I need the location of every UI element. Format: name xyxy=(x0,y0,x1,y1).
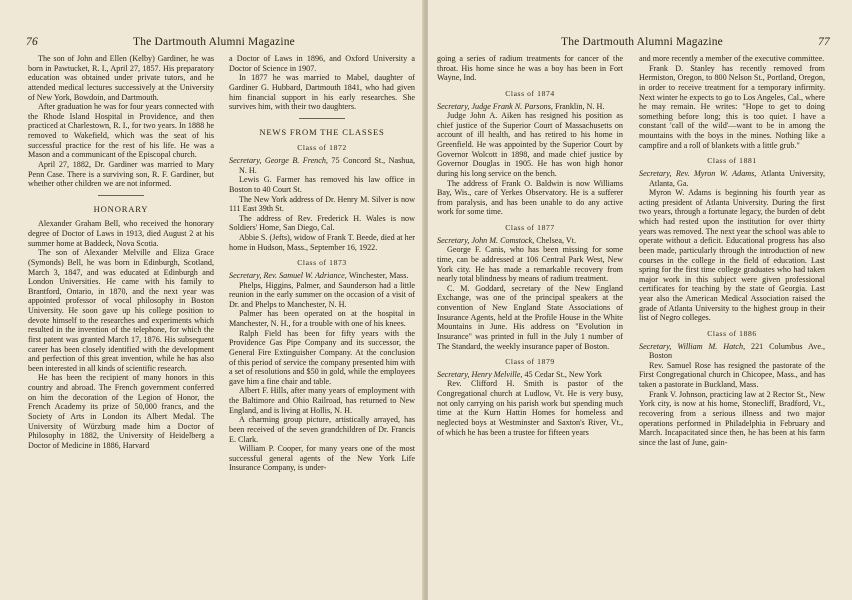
class-secretary: Secretary, Rev. Samuel W. Adriance, Winchester, Mass. xyxy=(229,270,409,280)
paragraph: After graduation he was for four years connected with the Rhode Island Hospital in Providence, and then practiced at Charlestown, R. I., for two years. In 1888 he removed to Wakefield, which was the seat of his successful practice for the rest of his life. He was a Mason and a communicant of the Episcopal church. xyxy=(28,102,214,160)
section-heading-honorary: HONORARY xyxy=(93,203,149,214)
class-secretary: Secretary, Judge Frank N. Parsons, Franklin, N. H. xyxy=(437,101,605,111)
paragraph: Lewis G. Farmer has removed his law office in Boston to 40 Court St. xyxy=(229,175,415,194)
paragraph: and more recently a member of the executive committee. xyxy=(639,54,825,63)
paragraph: The son of Alexander Melville and Eliza Grace (Symonds) Bell, he was born in Edinburgh, Scotland, March 3, 1847, and was educated at Edinburgh and London Universities. He came with his family to Brantford, Ontario, in 1870, and the next year was appointed professor of vocal philosophy in Boston University. He soon gave up his college position to devote himself to the researches and experiments which resulted in the invention of the telephone, for which the first patent was granted March 17, 1876. His subsequent career has been closely identified with the development and perfection of this great invention, while he has also been interested in all kinds of scientific research. xyxy=(28,248,214,373)
paragraph: The address of Rev. Frederick H. Wales is now Soldiers' Home, San Diego, Cal. xyxy=(229,213,415,233)
paragraph: Frank D. Stanley has recently removed from Hermiston, Oregon, to 800 Nelson St., Portland, Oregon, in order to receive treatment for a temporary infirmity. Next winter he expects to go to Los Angeles, Cal., where he may remain. He writes: "Hope to get to doing something before long; this is too quiet. I have a constant 'call of the wild'—want to be in among the mountains with the boys in the mines. Nothing like a campfire and a roll of blankets with a little grub." xyxy=(639,63,825,150)
paragraph: The address of Frank O. Baldwin is now Williams Bay, Wis., care of Yerkes Observatory. He is a sufferer from paralysis, and has been unable to do any active work for some time. xyxy=(437,178,623,217)
paragraph: A charming group picture, artistically arrayed, has been received of the seven grandchildren of Dr. Francis E. Clark. xyxy=(229,415,415,444)
class-heading: Class of 1872 xyxy=(297,143,347,153)
paragraph: a Doctor of Laws in 1896, and Oxford University a Doctor of Science in 1907. xyxy=(229,54,415,73)
page-number: 76 xyxy=(26,36,38,48)
class-secretary: Secretary, Henry Melville, 45 Cedar St., New York xyxy=(437,369,602,379)
section-divider xyxy=(98,195,144,196)
right-column-2 xyxy=(639,54,825,447)
class-heading: Class of 1877 xyxy=(505,223,555,232)
paragraph: He has been the recipient of many honors in this country and abroad. The French government conferred on him the decoration of the Legion of Honor, the French Academy its prize of 50,000 francs, and the Society of Arts in London its Albert Medal. The University of Würzburg made him a Doctor of Philosophy in 1882, the University of Heidelberg a Doctor of Medicine in 1886, Harvard xyxy=(28,373,214,450)
paragraph: Albert F. Hills, after many years of employment with the Baltimore and Ohio Railroad, has returned to New England, and is living at Hollis, N. H. xyxy=(229,386,415,415)
running-title: The Dartmouth Alumni Magazine xyxy=(133,36,295,48)
paragraph: Rev. Samuel Rose has resigned the pastorate of the First Congregational church in Chicopee, Mass., and has taken a pastorate in Buckland, Mass. xyxy=(639,360,825,389)
paragraph: Judge John A. Aiken has resigned his position as chief justice of the Superior Court of Massachusetts on account of ill health, and has retired to his home in Greenfield. He was appointed by the Superior Court by Governor Wolcott in 1898, and made chief justice by Governor Douglas in 1905. He has won high honor during his long service on the bench. xyxy=(437,111,623,178)
paragraph: Alexander Graham Bell, who received the honorary degree of Doctor of Laws in 1913, died August 2 at his summer home at Baddeck, Nova Scotia. xyxy=(28,219,214,248)
paragraph: Phelps, Higgins, Palmer, and Saunderson had a little reunion in the early summer on the occasion of a visit of Dr. and Phelps to Manchester, N. H. xyxy=(229,280,415,309)
left-column-2 xyxy=(229,54,415,473)
class-heading: Class of 1886 xyxy=(707,328,757,338)
section-heading-news: NEWS FROM THE CLASSES xyxy=(259,126,385,137)
paragraph: April 27, 1882, Dr. Gardiner was married to Mary Penn Case. There is a surviving son, R. F. Gardiner, but whether other children we are not informed. xyxy=(28,159,214,189)
section-divider xyxy=(299,118,345,119)
page-number: 77 xyxy=(818,36,830,48)
paragraph: Rev. Clifford H. Smith is pastor of the Congregational church at Ludlow, Vt. He is very busy, not only carrying on his parish work but spending much time at the Kurn Hattin Homes for homeless and neglected boys at Westminster and Saxton's River, Vt., of which he has been a trustee for fifteen years xyxy=(437,379,623,437)
left-column-1 xyxy=(28,54,214,450)
paragraph: William P. Cooper, for many years one of the most successful general agents of the New York Life Insurance Company, is under- xyxy=(229,444,415,473)
class-secretary: Secretary, George B. French, 75 Concord St., Nashua, N. H. xyxy=(229,156,416,175)
class-secretary: Secretary, William M. Hatch, 221 Columbus Ave., Boston xyxy=(639,341,825,361)
left-page xyxy=(0,0,424,600)
class-secretary: Secretary, Rev. Myron W. Adams, Atlanta University, Atlanta, Ga. xyxy=(639,168,826,188)
class-heading: Class of 1879 xyxy=(505,357,555,367)
paragraph: C. M. Goddard, secretary of the New England Exchange, was one of the principal speakers at the convention of New England State Associations of Insurance Agents, held at the Profile House in the White Mountains in June. His address on "Evolution in Insurance" was printed in full in the July 1 number of The Standard, the weekly insurance paper of Boston. xyxy=(437,283,623,351)
paragraph: The New York address of Dr. Henry M. Silver is now 111 East 39th St. xyxy=(229,194,415,214)
paragraph: Myron W. Adams is beginning his fourth year as acting president of Atlanta University. During the first two years, through a fortunate legacy, the burden of debt which had rested upon the institution for over thirty years was removed. The next year the school was able to operate without a deficit. Educational progress has also been made, particularly through the introduction of new courses in the college in the field of education. Last spring for the first time college graduates who had taken major work in this subject were given professional certificates for teaching by the state of Georgia. Last year also the American Medical Association raised the grade of Atlanta University to the highest group in their list of Negro colleges. xyxy=(639,188,825,323)
right-page xyxy=(428,0,852,600)
right-column-1 xyxy=(437,54,623,437)
paragraph: Abbie S. (Jefts), widow of Frank T. Beede, died at her home in Hudson, Mass., September 16, 1922. xyxy=(229,233,415,252)
running-title: The Dartmouth Alumni Magazine xyxy=(561,36,723,48)
running-head-left xyxy=(26,36,402,50)
paragraph: George F. Canis, who has been missing for some time, can be addressed at 106 Central Park West, New York city. He has made a remarkable recovery from nearly total blindness by means of radium treatment. xyxy=(437,245,623,284)
running-head-right xyxy=(454,36,830,50)
class-secretary: Secretary, John M. Comstock, Chelsea, Vt. xyxy=(437,235,577,245)
paragraph: going a series of radium treatments for cancer of the throat. His home since he was a boy has been in Fort Wayne, Ind. xyxy=(437,54,623,83)
class-heading: Class of 1881 xyxy=(707,156,757,166)
paragraph: In 1877 he was married to Mabel, daughter of Gardiner G. Hubbard, Dartmouth 1841, who had given him financial support in his early researches. She survives him, with their two daughters. xyxy=(229,73,415,112)
paragraph: Ralph Field has been for fifty years with the Providence Gas Pipe Company and its successor, the General Fire Extinguisher Company. At the conclusion of this period of service the company presented him with a set of resolutions and $50 in gold, while the employees gave him a fine chair and table. xyxy=(229,328,415,386)
paragraph: Palmer has been operated on at the hospital in Manchester, N. H., for a trouble with one of his knees. xyxy=(229,309,415,328)
paragraph: Frank V. Johnson, practicing law at 2 Rector St., New York city, is now at his home, Stonecliff, Bradford, Vt., recovering from a serious illness and two major operations performed in Philadelphia in February and March. Incapacitated since then, he has been at his farm since the last of June, gain- xyxy=(639,389,825,447)
class-heading: Class of 1873 xyxy=(297,258,347,268)
class-heading: Class of 1874 xyxy=(505,88,555,98)
paragraph: The son of John and Ellen (Kelby) Gardiner, he was born in Pawtucket, R. I., April 27, 1857. His preparatory education was obtained under private tutors, and he attended medical lectures successively at the University of New York, Bowdoin, and Dartmouth. xyxy=(28,54,214,102)
